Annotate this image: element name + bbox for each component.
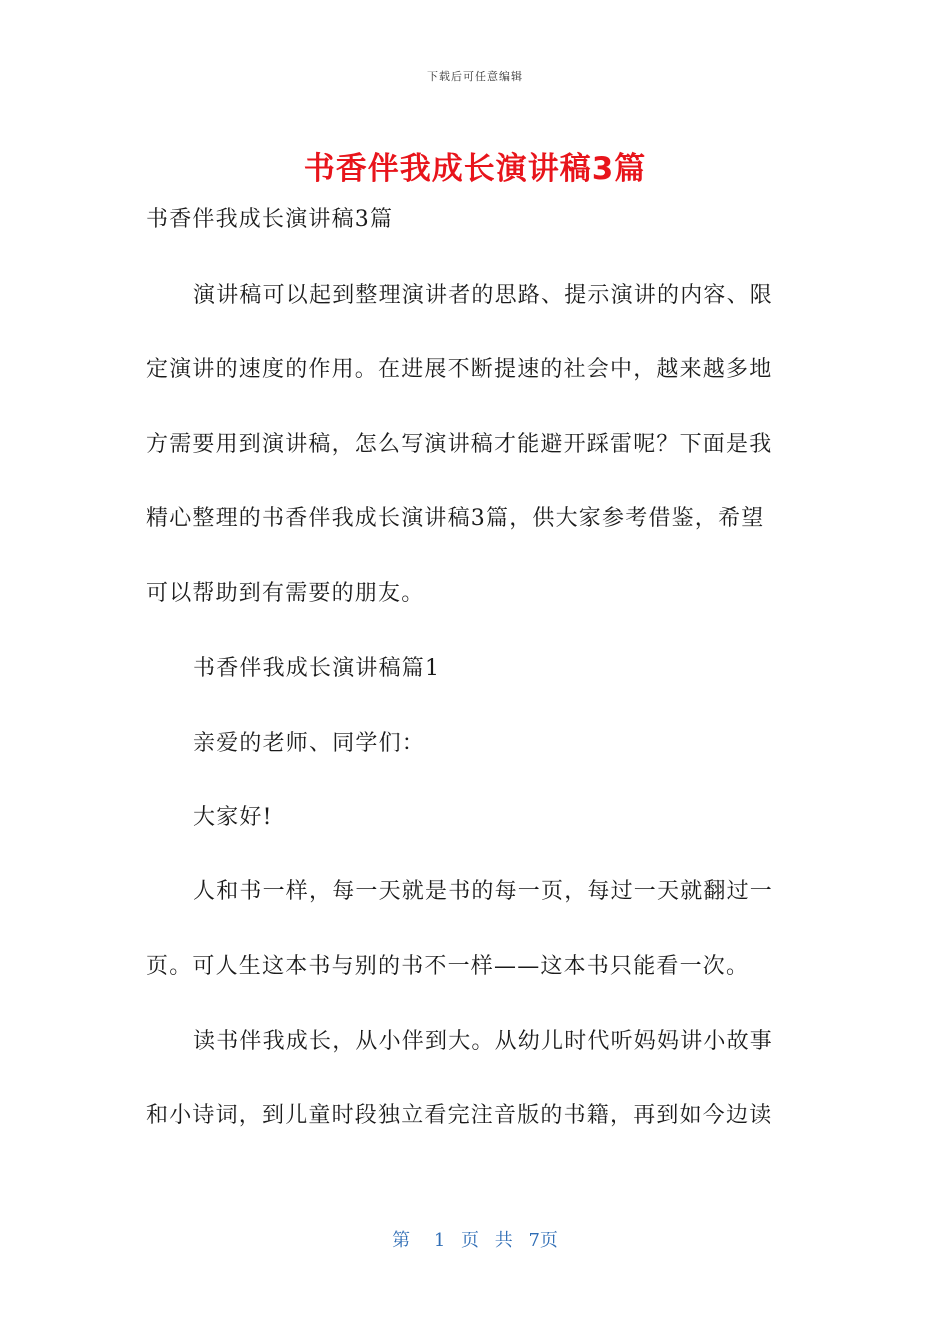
page-footer xyxy=(0,1226,950,1252)
footer-prefix: 第 xyxy=(392,1230,411,1251)
paragraph-line: 可以帮助到有需要的朋友。 xyxy=(146,581,425,606)
header-note: 下载后可任意编辑 xyxy=(427,70,523,83)
paragraph-line: 人和书一样，每一天就是书的每一页，每过一天就翻过一 xyxy=(193,879,774,904)
paragraph-line: 读书伴我成长，从小伴到大。从幼儿时代听妈妈讲小故事 xyxy=(193,1029,774,1054)
footer-page-word: 页 xyxy=(461,1230,479,1251)
footer-total-pages: 7页 xyxy=(528,1230,558,1251)
footer-total-label: 共 xyxy=(494,1230,513,1251)
section-heading: 书香伴我成长演讲稿篇1 xyxy=(193,656,441,681)
paragraph-line: 方需要用到演讲稿，怎么写演讲稿才能避开踩雷呢？下面是我 xyxy=(146,432,773,457)
paragraph-line: 和小诗词，到儿童时段独立看完注音版的书籍，再到如今边读 xyxy=(146,1103,773,1128)
salutation-line: 亲爱的老师、同学们： xyxy=(193,731,426,756)
subtitle-line: 书香伴我成长演讲稿3篇 xyxy=(146,207,394,232)
greeting-line: 大家好! xyxy=(193,805,273,830)
paragraph-line: 页。可人生这本书与别的书不一样——这本书只能看一次。 xyxy=(146,954,750,979)
paragraph-line: 精心整理的书香伴我成长演讲稿3篇，供大家参考借鉴，希望 xyxy=(146,506,765,531)
footer-current-page: 1 xyxy=(433,1230,446,1251)
paragraph-line: 定演讲的速度的作用。在进展不断提速的社会中，越来越多地 xyxy=(146,357,773,382)
document-title: 书香伴我成长演讲稿3篇 xyxy=(303,151,647,187)
paragraph-line: 演讲稿可以起到整理演讲者的思路、提示演讲的内容、限 xyxy=(193,283,774,308)
